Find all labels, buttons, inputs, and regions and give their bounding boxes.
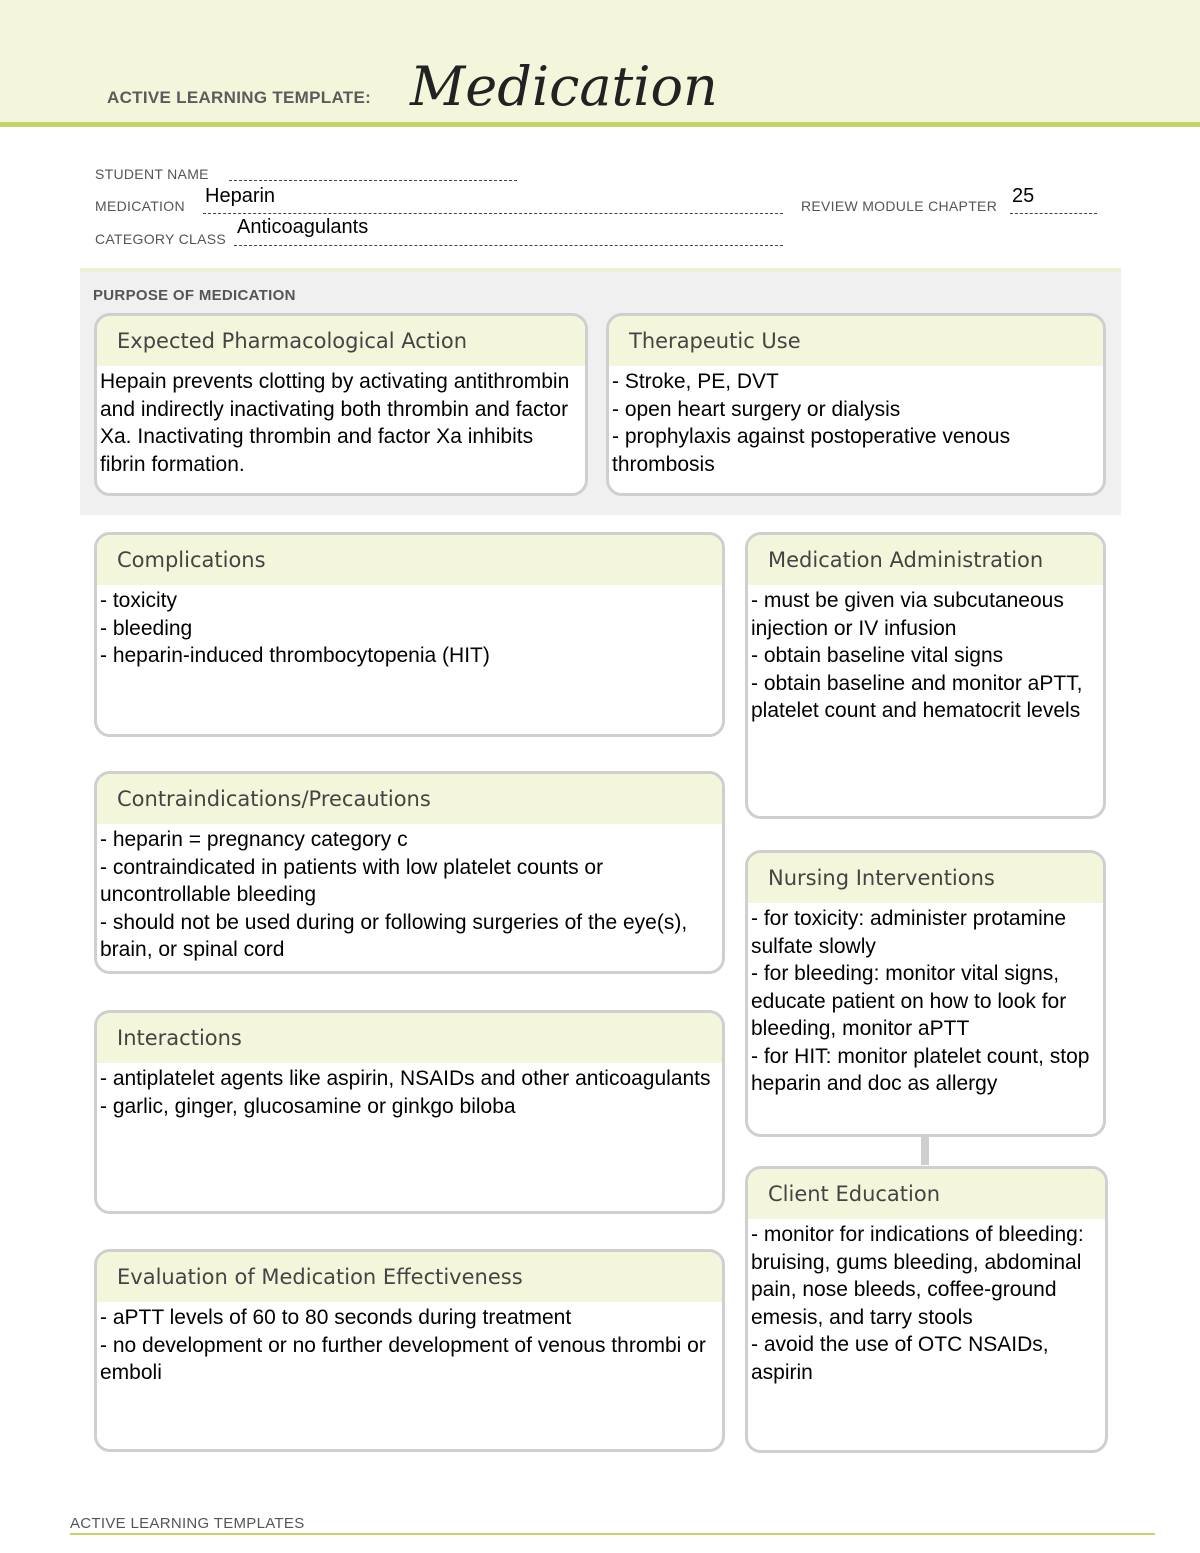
evaluation-title: Evaluation of Medication Effectiveness	[97, 1252, 722, 1302]
medication-administration-title: Medication Administration	[748, 535, 1103, 585]
nursing-interventions-body[interactable]	[748, 903, 1103, 1098]
interactions-line: - antiplatelet agents like aspirin, NSAIDs and other anticoagulants	[100, 1067, 711, 1090]
client-education-body[interactable]	[748, 1219, 1105, 1386]
template-label: ACTIVE LEARNING TEMPLATE:	[107, 88, 372, 107]
category-class-value: Anticoagulants	[237, 216, 369, 238]
student-name-field[interactable]	[229, 180, 517, 181]
therapeutic-use-line: - open heart surgery or dialysis	[612, 397, 901, 421]
expected-action-title: Expected Pharmacological Action	[97, 316, 585, 366]
complications-body[interactable]	[97, 585, 722, 670]
page-title: Medication	[410, 55, 718, 118]
therapeutic-use-line: - Stroke, PE, DVT	[612, 370, 779, 393]
nursing-interventions-line: - for bleeding: monitor vital signs, educate patient on how to look for bleeding, monitor aPTT	[751, 962, 1067, 1040]
therapeutic-use-box	[606, 313, 1106, 496]
client-education-box	[745, 1166, 1108, 1453]
evaluation-line: - no development or no further development of venous thrombi or emboli	[100, 1333, 706, 1384]
contraindications-box	[94, 771, 725, 974]
complications-line: - toxicity	[100, 589, 178, 612]
expected-action-body[interactable]	[97, 366, 585, 478]
interactions-title: Interactions	[97, 1013, 722, 1063]
category-class-field[interactable]	[234, 245, 783, 246]
evaluation-body[interactable]	[97, 1302, 722, 1387]
box-connector	[921, 1135, 929, 1165]
complications-box	[94, 532, 725, 737]
contraindications-line: - should not be used during or following surgeries of the eye(s), brain, or spinal cord	[100, 910, 688, 961]
category-class-label: CATEGORY CLASS	[95, 231, 227, 247]
client-education-line: - avoid the use of OTC NSAIDs, aspirin	[751, 1333, 1049, 1384]
complications-line: - bleeding	[100, 616, 193, 640]
purpose-label: PURPOSE OF MEDICATION	[93, 287, 296, 304]
medication-administration-body[interactable]	[748, 585, 1103, 725]
contraindications-line: - heparin = pregnancy category c	[100, 828, 408, 851]
interactions-line: - garlic, ginger, glucosamine or ginkgo biloba	[100, 1094, 516, 1118]
evaluation-box	[94, 1249, 725, 1452]
review-module-field[interactable]	[1010, 213, 1097, 214]
nursing-interventions-line: - for toxicity: administer protamine sulfate slowly	[751, 907, 1067, 958]
nursing-interventions-box	[745, 850, 1106, 1137]
therapeutic-use-line: - prophylaxis against postoperative venous thrombosis	[612, 425, 1011, 476]
footer-rule	[70, 1533, 1155, 1535]
review-module-label: REVIEW MODULE CHAPTER	[801, 198, 998, 214]
medication-field[interactable]	[203, 213, 783, 214]
medication-administration-box	[745, 532, 1106, 819]
client-education-line: - monitor for indications of bleeding: bruising, gums bleeding, abdominal pain, nose bleeds, coffee-ground emesis, and tarry stools	[751, 1223, 1084, 1329]
expected-action-box	[94, 313, 588, 496]
review-module-value: 25	[1012, 185, 1035, 207]
complications-line: - heparin-induced thrombocytopenia (HIT)	[100, 644, 490, 667]
contraindications-line: - contraindicated in patients with low platelet counts or uncontrollable bleeding	[100, 855, 604, 906]
nursing-interventions-line: - for HIT: monitor platelet count, stop heparin and doc as allergy	[751, 1044, 1090, 1095]
complications-title: Complications	[97, 535, 722, 585]
header-rule	[0, 122, 1200, 127]
medication-administration-line: - obtain baseline vital signs	[751, 644, 1004, 667]
medication-administration-line: - obtain baseline and monitor aPTT, platelet count and hematocrit levels	[751, 671, 1083, 722]
student-name-label: STUDENT NAME	[95, 166, 209, 182]
medication-administration-line: - must be given via subcutaneous injection or IV infusion	[751, 589, 1064, 640]
medication-value: Heparin	[205, 185, 276, 207]
footer-label: ACTIVE LEARNING TEMPLATES	[70, 1515, 305, 1532]
therapeutic-use-title: Therapeutic Use	[609, 316, 1103, 366]
evaluation-line: - aPTT levels of 60 to 80 seconds during treatment	[100, 1306, 572, 1329]
interactions-box	[94, 1010, 725, 1214]
contraindications-body[interactable]	[97, 824, 722, 964]
contraindications-title: Contraindications/Precautions	[97, 774, 722, 824]
therapeutic-use-body[interactable]	[609, 366, 1103, 478]
expected-action-line: Hepain prevents clotting by activating antithrombin and indirectly inactivating both thrombin and factor Xa. Inactivating thrombin and factor Xa inhibits fibrin formation.	[100, 370, 570, 476]
interactions-body[interactable]	[97, 1063, 722, 1120]
nursing-interventions-title: Nursing Interventions	[748, 853, 1103, 903]
client-education-title: Client Education	[748, 1169, 1105, 1219]
medication-label: MEDICATION	[95, 198, 185, 214]
